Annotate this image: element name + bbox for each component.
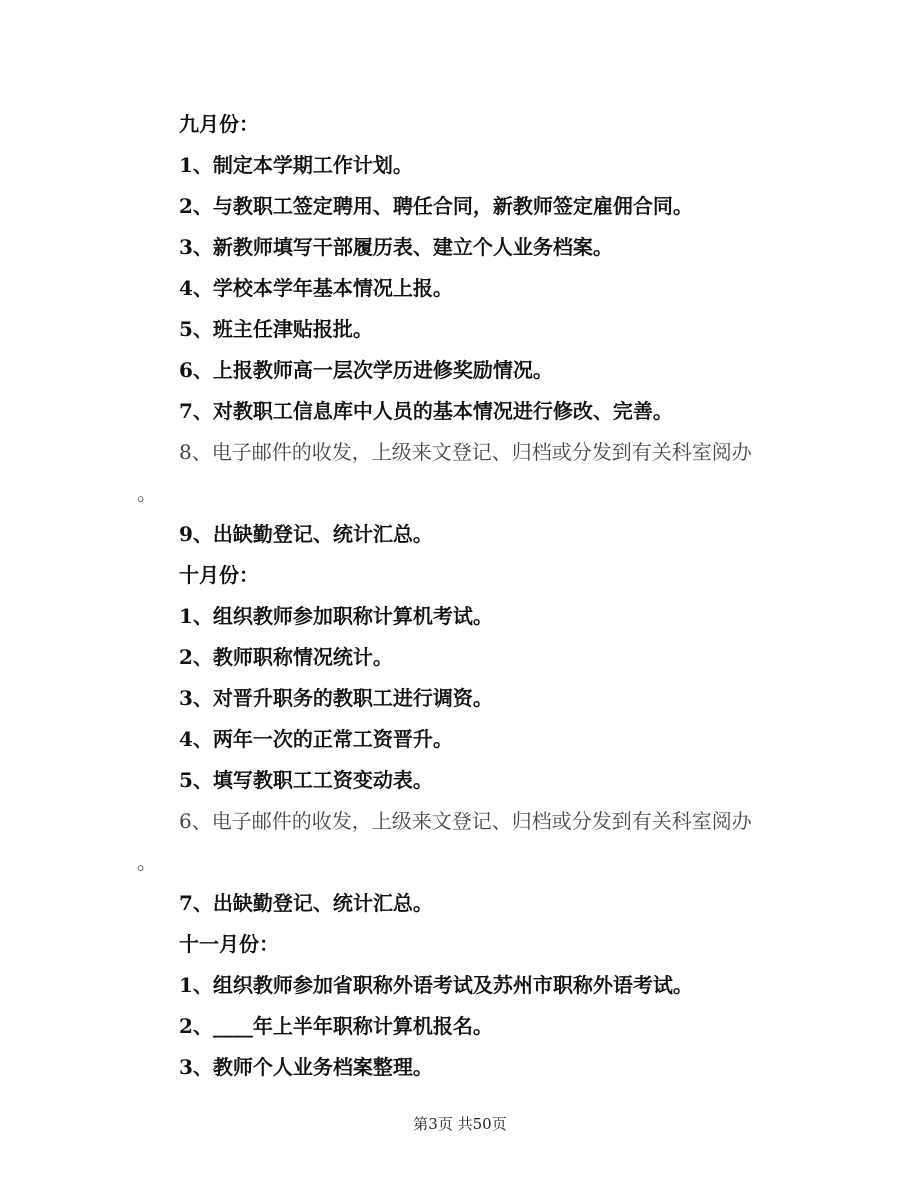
september-item-7: 7、对教职工信息库中人员的基本情况进行修改、完善。 [179,399,673,423]
section-heading-september: 九月份： [179,112,259,136]
november-item-3: 3、教师个人业务档案整理。 [179,1055,433,1079]
section-heading-november: 十一月份： [179,932,279,956]
september-item-2: 2、与教职工签定聘用、聘任合同，新教师签定雇佣合同。 [179,194,693,218]
november-item-1: 1、组织教师参加省职称外语考试及苏州市职称外语考试。 [179,973,693,997]
september-item-4: 4、学校本学年基本情况上报。 [179,276,453,300]
october-item-4: 4、两年一次的正常工资晋升。 [179,727,453,751]
september-item-5: 5、班主任津贴报批。 [179,317,373,341]
october-item-3: 3、对晋升职务的教职工进行调资。 [179,686,493,710]
september-item-1: 1、制定本学期工作计划。 [179,153,413,177]
october-item-1: 1、组织教师参加职称计算机考试。 [179,604,493,628]
september-item-3: 3、新教师填写干部履历表、建立个人业务档案。 [179,235,613,259]
september-item-8: 8、电子邮件的收发，上级来文登记、归档或分发到有关科室阅办 [179,440,752,464]
page-number-footer: 第3页 共50页 [413,1115,507,1133]
october-item-2: 2、教师职称情况统计。 [179,645,393,669]
october-item-6: 6、电子邮件的收发，上级来文登记、归档或分发到有关科室阅办 [179,809,752,833]
section-heading-october: 十月份： [179,563,259,587]
september-item-9: 9、出缺勤登记、统计汇总。 [179,522,433,546]
october-item-5: 5、填写教职工工资变动表。 [179,768,433,792]
november-item-2: 2、____年上半年职称计算机报名。 [179,1014,493,1038]
september-item-6: 6、上报教师高一层次学历进修奖励情况。 [179,358,553,382]
october-item-6-continuation: 。 [137,850,157,874]
document-body [137,104,787,1088]
october-item-7: 7、出缺勤登记、统计汇总。 [179,891,433,915]
september-item-8-continuation: 。 [137,481,157,505]
